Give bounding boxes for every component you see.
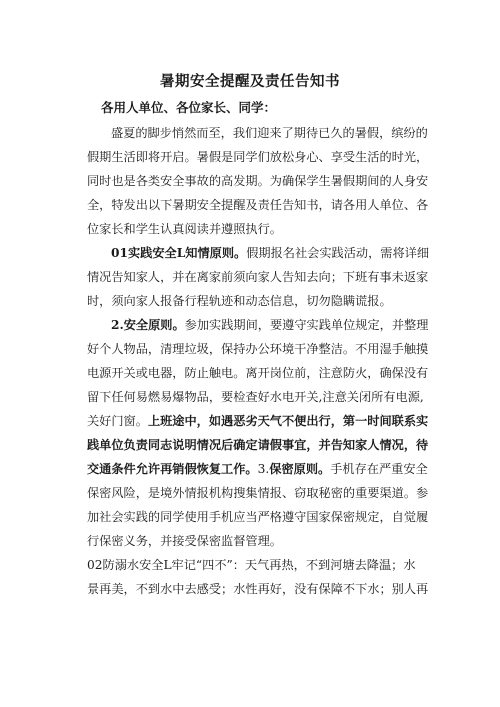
body-line [87,125,441,141]
body-line [87,533,417,549]
bold-text: 01实践安全L知情原则。 [111,246,247,260]
document-title: 暑期安全提醒及责任告知书 [160,74,340,90]
body-line [87,197,429,213]
bold-text: 上班途中，如遇恶劣天气不便出行，第一时间联系实 [147,414,429,428]
body-line [87,149,429,165]
bold-text: 2.安全原则。 [111,318,185,332]
body-line [87,413,429,429]
text-segment: 电源开关或电器，防止触电。离开岗位前，注意防火，确保没有 [87,366,429,380]
text-segment: 保密风险，是境外情报机构搜集情报、窃取秘密的重要渠道。参 [87,486,429,500]
body-line [87,365,429,381]
bold-text: 交通条件允许再销假恢复工作。 [87,462,258,476]
text-segment: 景再美，不到水中去感受；水性再好，没有保障不下水；别人再 [87,582,429,596]
text-segment: 3. [257,462,270,476]
text-segment: 手机存在严重安全 [330,462,428,476]
text-segment: 同时也是各类安全事故的高发期。为确保学生暑假期间的人身安 [87,174,429,188]
text-segment: 关好门窗。 [87,414,148,428]
bold-text: 践单位负责同志说明情况后确定请假事宜，并告知家人情况，待 [87,438,429,452]
text-segment: 行保密义务，并接受保密监督管理。 [87,534,282,548]
text-segment: 情况告知家人，并在离家前须向家人告知去向；下班有事未返家 [87,270,429,284]
body-line [87,389,424,405]
text-segment: 盛夏的脚步悄然而至，我们迎来了期待已久的暑假，缤纷的 [111,126,428,140]
text-segment: 假期生活即将开启。暑假是同学们放松身心、享受生活的时光， [87,150,429,164]
body-line [87,437,429,453]
body-line [87,485,429,501]
salutation: 各用人单位、各位家长、同学： [101,100,277,115]
body-line [87,221,417,237]
body-line [87,269,429,285]
text-segment: 假期报名社会实践活动，需将详细 [246,246,430,260]
text-segment: 参加实践期间，要遵守实践单位规定，并整理 [184,318,429,332]
body-line [87,341,429,357]
text-segment: 加社会实践的同学使用手机应当严格遵守国家保密规定，自觉履 [87,510,429,524]
text-segment: 02防溺水安全L牢记“四不”：天气再热，不到河塘去降温；水 [87,558,416,572]
body-line [87,509,429,525]
text-segment: 位家长和学生认真阅读并遵照执行。 [87,222,282,236]
body-line [87,557,417,573]
body-line [87,317,441,333]
body-line [87,461,428,477]
body-line [87,245,441,261]
text-segment: 时，须向家人报备行程轨迹和动态信息，切勿隐瞒谎报。 [87,294,392,308]
text-segment: 全，特发出以下暑期安全提醒及责任告知书，请各用人单位、各 [87,198,429,212]
body-line [87,581,429,597]
text-segment: 留下任何易燃易爆物品，要检查好水电开关,注意关闭所有电源, [87,390,424,404]
body-line [87,293,417,309]
bold-text: 保密原则。 [269,462,331,476]
body-line [87,173,429,189]
text-segment: 好个人物品，清理垃圾，保持办公环境干净整洁。不用湿手触摸 [87,342,429,356]
